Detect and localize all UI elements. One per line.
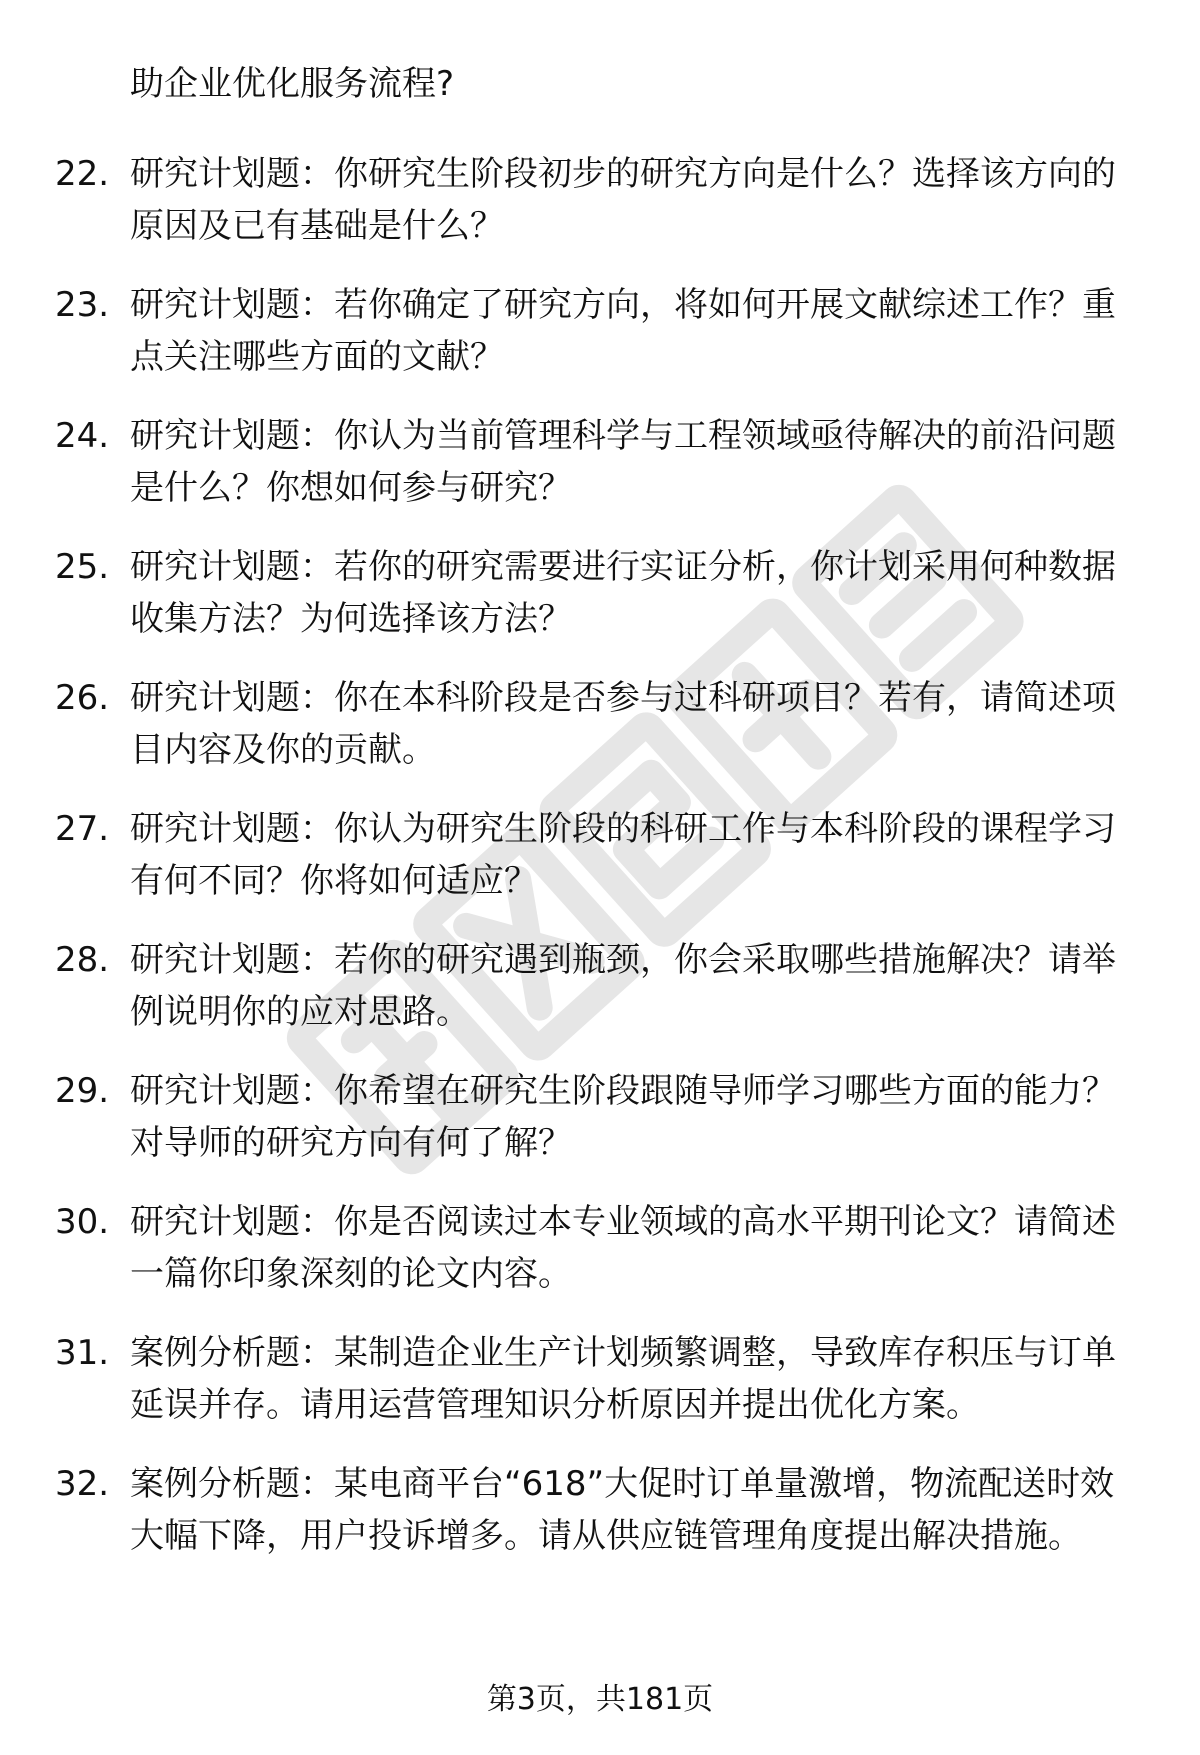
question-text: 案例分析题：某制造企业生产计划频繁调整，导致库存积压与订单延误并存。请用运营管理知识分析原因并提出优化方案。 (130, 1333, 1116, 1425)
question-number: 28. (55, 940, 110, 980)
list-item (0, 1327, 1200, 1431)
list-item (0, 410, 1200, 514)
list-item (0, 1065, 1200, 1169)
question-number: 31. (55, 1333, 110, 1373)
question-text: 研究计划题：你在本科阶段是否参与过科研项目？若有，请简述项目内容及你的贡献。 (130, 678, 1116, 770)
list-item (0, 1196, 1200, 1300)
list-item (0, 148, 1200, 252)
continuation-text: 助企业优化服务流程? (130, 64, 455, 104)
list-item (0, 672, 1200, 776)
question-text: 研究计划题：若你的研究遇到瓶颈，你会采取哪些措施解决？请举例说明你的应对思路。 (130, 940, 1116, 1032)
question-text: 案例分析题：某电商平台“618”大促时订单量激增，物流配送时效大幅下降，用户投诉增多。请从供应链管理角度提出解决措施。 (130, 1464, 1115, 1556)
question-number: 25. (55, 547, 110, 587)
question-text: 研究计划题：你认为研究生阶段的科研工作与本科阶段的课程学习有何不同？你将如何适应？ (130, 809, 1116, 901)
question-number: 22. (55, 154, 110, 194)
question-number: 26. (55, 678, 110, 718)
question-number: 23. (55, 285, 110, 325)
question-text: 研究计划题：你是否阅读过本专业领域的高水平期刊论文？请简述一篇你印象深刻的论文内容。 (130, 1202, 1116, 1294)
list-item (0, 279, 1200, 383)
list-item (0, 934, 1200, 1038)
list-item (0, 1458, 1200, 1562)
question-text: 研究计划题：你研究生阶段初步的研究方向是什么？选择该方向的原因及已有基础是什么？ (130, 154, 1116, 246)
question-list (0, 148, 1200, 1589)
question-number: 24. (55, 416, 110, 456)
question-number: 27. (55, 809, 110, 849)
question-number: 32. (55, 1464, 110, 1504)
question-text: 研究计划题：若你确定了研究方向，将如何开展文献综述工作？重点关注哪些方面的文献？ (130, 285, 1116, 377)
question-text: 研究计划题：你认为当前管理科学与工程领域亟待解决的前沿问题是什么？你想如何参与研究？ (130, 416, 1116, 508)
question-number: 29. (55, 1071, 110, 1111)
list-item (0, 541, 1200, 645)
list-item (0, 803, 1200, 907)
question-text: 研究计划题：若你的研究需要进行实证分析，你计划采用何种数据收集方法？为何选择该方法？ (130, 547, 1116, 639)
page-number-footer: 第3页，共181页 (486, 1682, 714, 1717)
question-text: 研究计划题：你希望在研究生阶段跟随导师学习哪些方面的能力？对导师的研究方向有何了解？ (130, 1071, 1116, 1163)
question-number: 30. (55, 1202, 110, 1242)
